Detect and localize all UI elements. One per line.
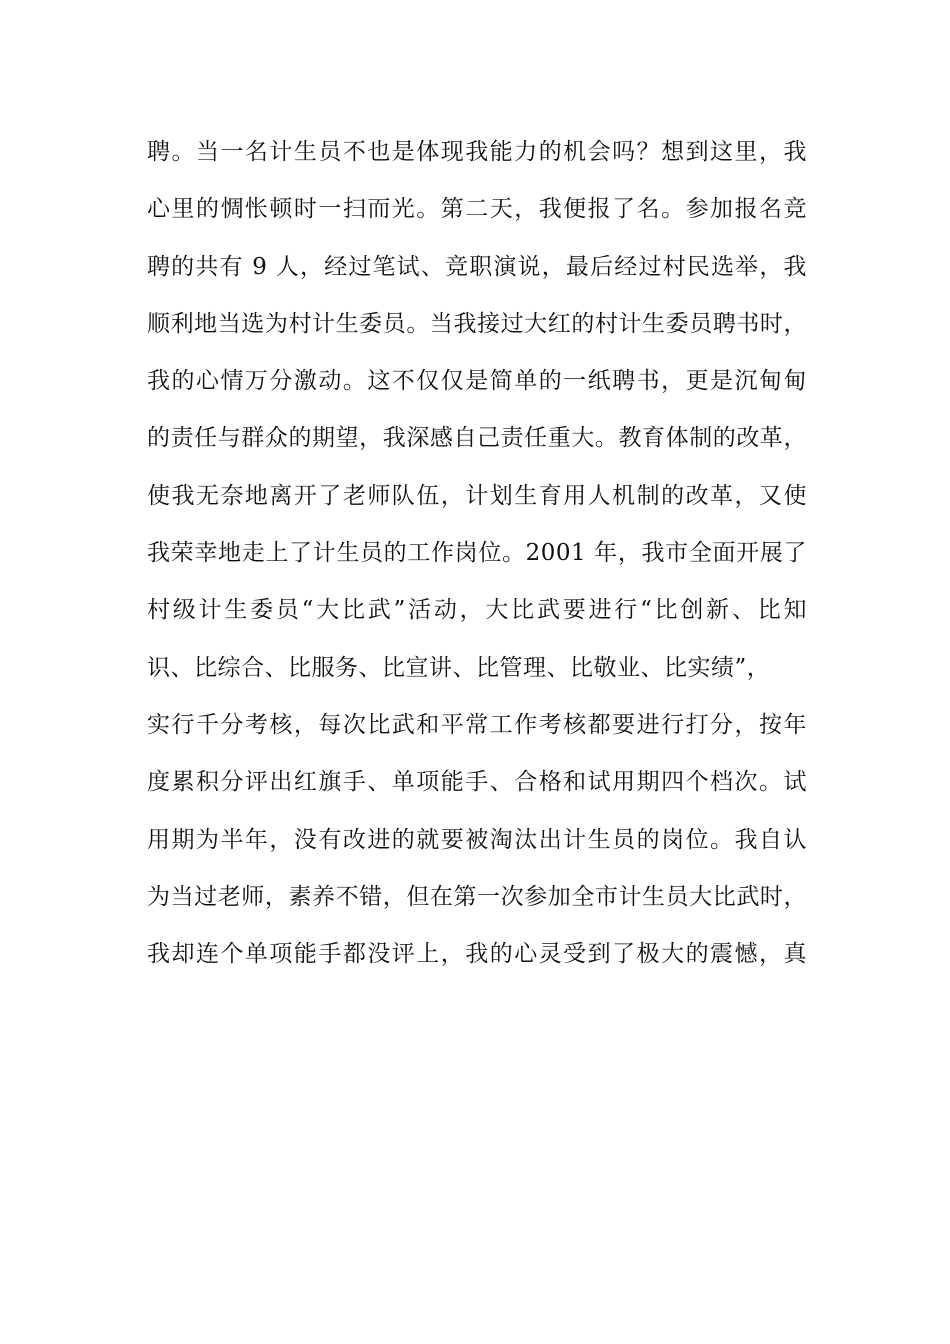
text-line: 的责任与群众的期望，我深感自己责任重大。教育体制的改革，	[147, 425, 807, 452]
text-line: 我的心情万分激动。这不仅仅是简单的一纸聘书，更是沉甸甸	[147, 368, 807, 395]
text-line: 我荣幸地走上了计生员的工作岗位。2001 年，我市全面开展了	[147, 540, 807, 567]
text-line: 村级计生委员“大比武”活动，大比武要进行“比创新、比知	[147, 597, 807, 624]
text-line: 顺利地当选为村计生委员。当我接过大红的村计生委员聘书时，	[147, 310, 807, 337]
text-line: 识、比综合、比服务、比宣讲、比管理、比敬业、比实绩”，	[147, 654, 771, 681]
text-line: 实行千分考核，每次比武和平常工作考核都要进行打分，按年	[147, 711, 807, 738]
text-line: 聘的共有 9 人，经过笔试、竞职演说，最后经过村民选举，我	[147, 253, 807, 280]
text-line: 聘。当一名计生员不也是体现我能力的机会吗？想到这里，我	[147, 139, 807, 165]
text-line: 度累积分评出红旗手、单项能手、合格和试用期四个档次。试	[147, 769, 807, 796]
text-line: 我却连个单项能手都没评上，我的心灵受到了极大的震憾，真	[147, 941, 807, 968]
body-text	[147, 124, 807, 983]
text-line: 使我无奈地离开了老师队伍，计划生育用人机制的改革，又使	[147, 482, 807, 509]
text-line: 用期为半年，没有改进的就要被淘汰出计生员的岗位。我自认	[147, 826, 807, 853]
text-line: 为当过老师，素养不错，但在第一次参加全市计生员大比武时，	[147, 883, 807, 910]
text-line: 心里的惆怅顿时一扫而光。第二天，我便报了名。参加报名竞	[147, 196, 807, 223]
